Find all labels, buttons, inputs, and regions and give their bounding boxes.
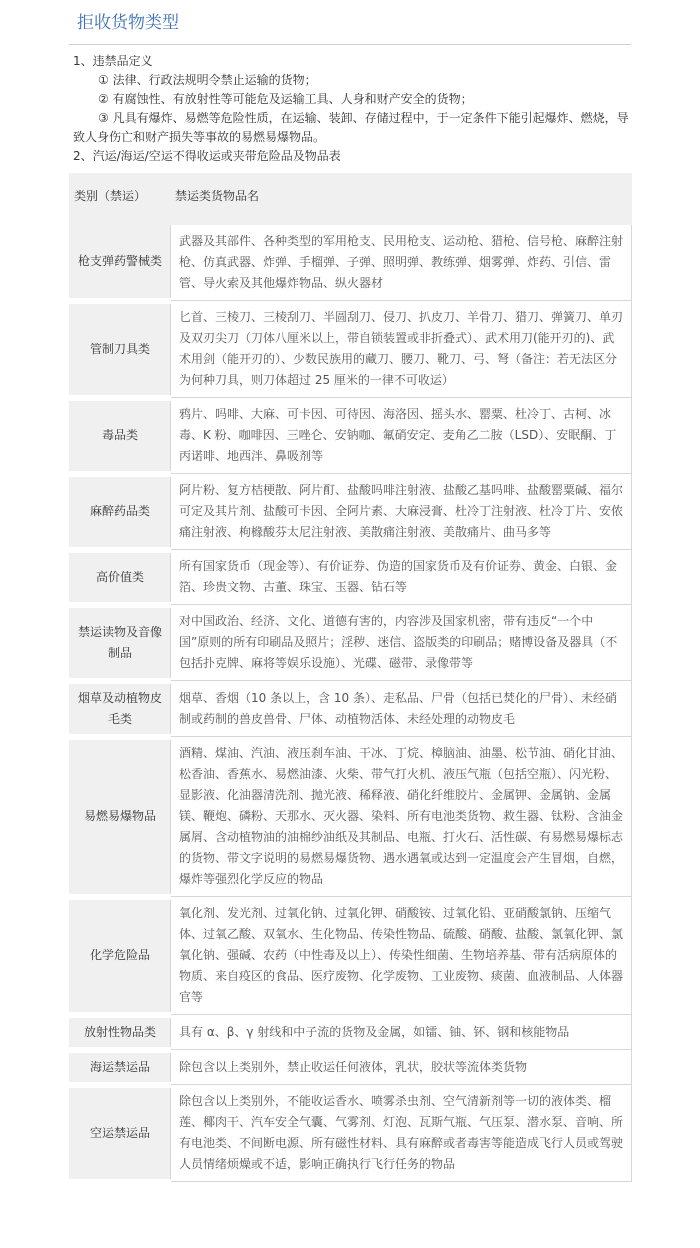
table-row — [70, 474, 632, 550]
table-row — [70, 398, 632, 474]
row-category: 高价值类 — [70, 550, 171, 605]
page-title: 拒收货物类型 — [77, 13, 179, 33]
row-category: 枪支弹药警械类 — [70, 221, 171, 301]
definition-heading: 1、违禁品定义 — [73, 54, 153, 68]
row-items: 匕首、三棱刀、三棱刮刀、半圆刮刀、侵刀、扒皮刀、羊骨刀、猎刀、弹簧刀、单刃及双刃尖刀（刀体八厘米以上，带自锁装置或非折叠式）、武术用刀(能开刃的)、武术用剑（能开刃的）、少数民族用的藏刀、腰刀、靴刀、弓、弩（备注：若无法区分为何种刀具，则刀体超过 25 厘米的一律不可收运） — [171, 301, 632, 398]
definition-item-2: ② 有腐蚀性、有放射性等可能危及运输工具、人身和财产安全的货物； — [98, 92, 473, 106]
row-category: 空运禁运品 — [70, 1085, 171, 1182]
row-items: 所有国家货币（现金等）、有价证券、伪造的国家货币及有价证券、黄金、白银、金箔、珍贵文物、古董、珠宝、玉器、钻石等 — [171, 550, 632, 605]
table-header-row — [70, 173, 632, 221]
row-items: 鸦片、吗啡、大麻、可卡因、可待因、海洛因、摇头水、罂粟、杜冷丁、古柯、冰毒、K 粉、咖啡因、三唑仑、安钠咖、氟硝安定、麦角乙二胺（LSD）、安眠酮、丁丙诺啡、地西泮、鼻吸剂等 — [171, 398, 632, 474]
title-bar — [69, 0, 631, 45]
row-category: 易燃易爆物品 — [70, 737, 171, 897]
prohibited-goods-table — [69, 173, 632, 1185]
row-category: 禁运读物及音像制品 — [70, 605, 171, 681]
table-row — [70, 737, 632, 897]
row-category: 化学危险品 — [70, 897, 171, 1015]
table-row — [70, 1085, 632, 1182]
row-items: 武器及其部件、各种类型的军用枪支、民用枪支、运动枪、猎枪、信号枪、麻醉注射枪、仿真武器、炸弹、手榴弹、子弹、照明弹、教练弹、烟雾弹、炸药、引信、雷管、导火索及其他爆炸物品、纵火器材 — [171, 221, 632, 301]
row-category: 毒品类 — [70, 398, 171, 474]
header-items: 禁运类货物品名 — [171, 173, 632, 221]
row-items: 对中国政治、经济、文化、道德有害的，内容涉及国家机密，带有违反“一个中国”原则的所有印刷品及照片；淫秽、迷信、盗版类的印刷品；赌博设备及器具（不包括扑克牌、麻将等娱乐设施）、光碟、磁带、录像带等 — [171, 605, 632, 681]
row-category: 放射性物品类 — [70, 1015, 171, 1050]
row-category: 烟草及动植物皮毛类 — [70, 681, 171, 737]
row-category: 海运禁运品 — [70, 1050, 171, 1085]
table-row — [70, 605, 632, 681]
row-category: 麻醉药品类 — [70, 474, 171, 550]
table-row — [70, 550, 632, 605]
row-items: 氧化剂、发光剂、过氧化钠、过氧化钾、硝酸铵、过氧化铅、亚硝酸氯钠、压缩气体、过氧乙酸、双氧水、生化物品、传染性物品、硫酸、硝酸、盐酸、氯氧化钾、氯氧化钠、强碱、农药（中性毒及以上）、传染性细菌、生物培养基、带有活病原体的物质、来自疫区的食品、医疗废物、化学废物、工业废物、痰菌、血液制品、人体器官等 — [171, 897, 632, 1015]
row-items: 除包含以上类别外，不能收运香水、喷雾杀虫剂、空气清新剂等一切的液体类、榴莲、椰肉干、汽车安全气囊、气雾剂、灯泡、瓦斯气瓶、气压泵、潜水泵、音响、所有电池类、不间断电源、所有磁性材料、具有麻醉或者毒害等能造成飞行人员或驾驶人员情绪烦燥或不适，影响正确执行飞行任务的物品 — [171, 1085, 632, 1182]
table-row — [70, 1050, 632, 1085]
definition-item-1: ① 法律、行政法规明令禁止运输的货物； — [98, 73, 317, 87]
intro-section — [69, 52, 635, 166]
row-items: 烟草、香烟（10 条以上，含 10 条）、走私品、尸骨（包括已焚化的尸骨）、未经硝制或药制的兽皮兽骨、尸体、动植物活体、未经处理的动物皮毛 — [171, 681, 632, 737]
table-row — [70, 1015, 632, 1050]
row-items: 阿片粉、复方桔梗散、阿片酊、盐酸吗啡注射液、盐酸乙基吗啡、盐酸罂粟碱、福尔可定及其片剂、盐酸可卡因、全阿片素、大麻浸膏、杜冷丁注射液、杜冷丁片、安侬痛注射液、枸橼酸芬太尼注射液、美散痛注射液、美散痛片、曲马多等 — [171, 474, 632, 550]
row-category: 管制刀具类 — [70, 301, 171, 398]
table-row — [70, 897, 632, 1015]
table-row — [70, 221, 632, 301]
row-items: 具有 α、β、γ 射线和中子流的货物及金属，如镭、铀、钚、钢和核能物品 — [171, 1015, 632, 1050]
table-heading: 2、汽运/海运/空运不得收运或夹带危险品及物品表 — [73, 149, 341, 163]
row-items: 除包含以上类别外，禁止收运任何液体，乳状，胶状等流体类货物 — [171, 1050, 632, 1085]
definition-item-3: ③ 凡具有爆炸、易燃等危险性质，在运输、装卸、存储过程中，于一定条件下能引起爆炸、燃烧，导致人身伤亡和财产损失等事故的易燃易爆物品。 — [73, 111, 629, 144]
table-row — [70, 681, 632, 737]
header-category: 类别（禁运） — [70, 173, 171, 221]
row-items: 酒精、煤油、汽油、液压刹车油、干冰、丁烷、樟脑油、油墨、松节油、硝化甘油、松香油、香蕉水、易燃油漆、火柴、带气打火机、液压气瓶（包括空瓶）、闪光粉、显影液、化油器清洗剂、抛光液、稀释液、硝化纤维胶片、金属钾、金属钠、金属镁、鞭炮、磷粉、天那水、灭火器、染料、所有电池类货物、救生器、钛粉、含油金属屑、含动植物油的油棉纱油纸及其制品、电瓶、打火石、活性碳、有易燃易爆标志的货物、带文字说明的易燃易爆货物、遇水遇氧或达到一定温度会产生冒烟，自燃，爆炸等强烈化学反应的物品 — [171, 737, 632, 897]
table-row — [70, 301, 632, 398]
